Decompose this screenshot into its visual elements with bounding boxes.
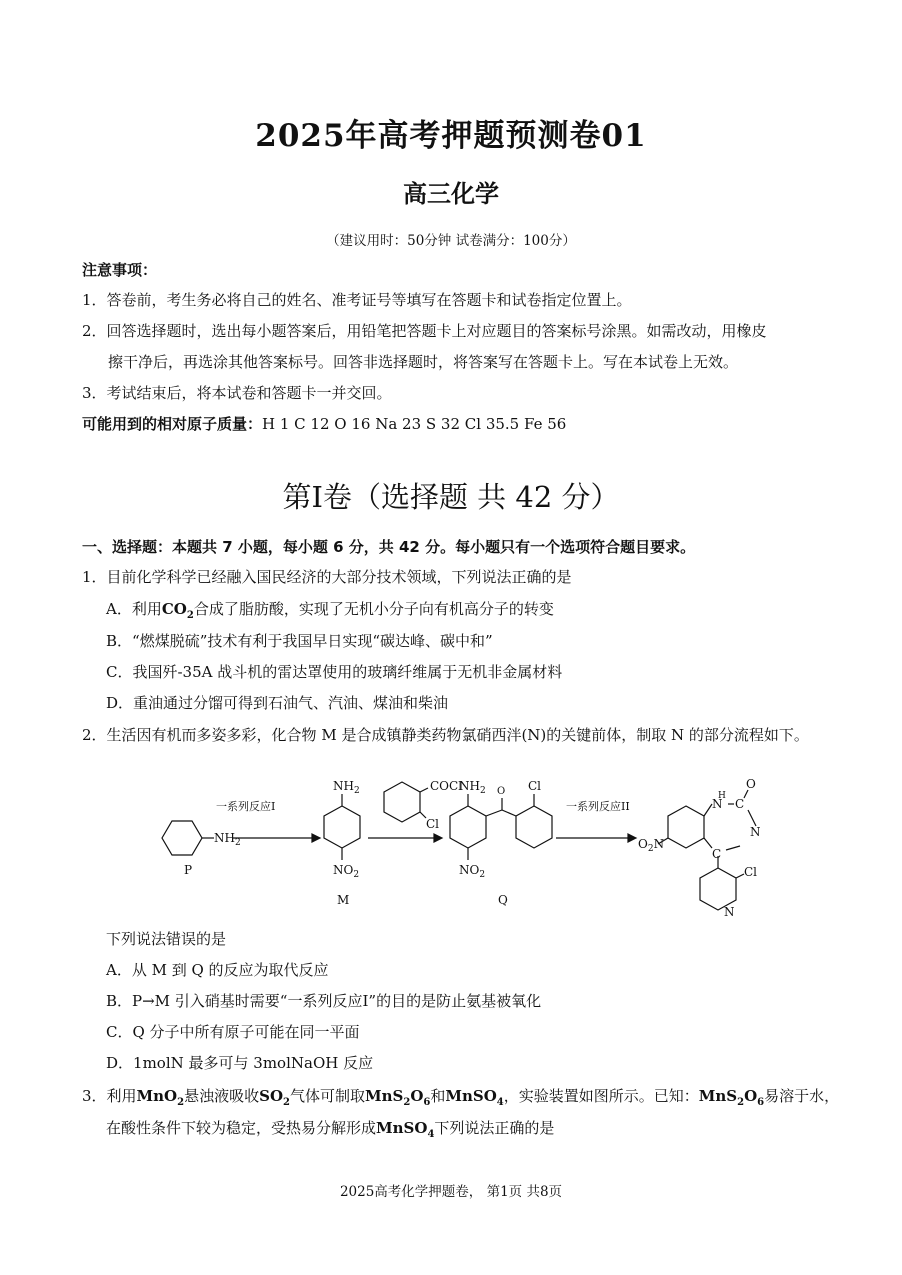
svg-text:Cl: Cl bbox=[528, 779, 542, 793]
svg-text:O2N: $O_2N$ bbox=[638, 837, 665, 854]
svg-text:一系列反应I: 一系列反应I bbox=[216, 800, 276, 813]
n-chlorophenyl-ring bbox=[700, 868, 736, 910]
svg-text:O: O bbox=[746, 777, 756, 791]
q-right-ring bbox=[516, 806, 552, 848]
notice-item-2-line-1: 2．回答选择题时，选出每小题答案后，用铅笔把答题卡上对应题目的答案标号涂黑。如需改动，用橡皮 bbox=[82, 322, 767, 340]
q1-option-c: C．我国歼-35A 战斗机的雷达罩使用的玻璃纤维属于无机非金属材料 bbox=[106, 663, 563, 681]
q1-a-post: 合成了脂肪酸，实现了无机小分子向有机高分子的转变 bbox=[193, 600, 554, 618]
q1-option-a bbox=[106, 599, 554, 626]
svg-text:COCl: COCl bbox=[430, 779, 463, 793]
svg-text:NH2: $NH_2$ bbox=[333, 779, 360, 796]
notice-item-2-line-2: 擦干净后，再选涂其他答案标号。回答非选择题时，将答案写在答题卡上。写在本试卷上无效。 bbox=[108, 353, 739, 371]
svg-text:M: M bbox=[337, 893, 350, 907]
svg-text:一系列反应II: 一系列反应II bbox=[566, 800, 630, 813]
q2-option-b: B．P→M 引入硝基时需要“一系列反应I”的目的是防止氨基被氧化 bbox=[106, 992, 542, 1010]
paper-subtitle: 高三化学 bbox=[403, 180, 499, 208]
notice-item-1: 1．答卷前，考生务必将自己的姓名、准考证号等填写在答题卡和试卷指定位置上。 bbox=[82, 291, 632, 309]
svg-text:Cl: Cl bbox=[744, 865, 758, 879]
notice-heading: 注意事项： bbox=[82, 261, 158, 279]
svg-text:H: H bbox=[718, 791, 726, 801]
p-benzene-ring bbox=[162, 821, 202, 855]
svg-text:P: P bbox=[184, 863, 193, 877]
paper-title: 2025年高考押题预测卷01 bbox=[255, 118, 647, 154]
svg-text:N: N bbox=[750, 825, 761, 839]
svg-text:NO2: $NO_2$ bbox=[459, 863, 486, 880]
q-left-ring bbox=[450, 806, 486, 848]
svg-text:Q: Q bbox=[498, 893, 508, 907]
q1-stem: 1．目前化学科学已经融入国民经济的大部分技术领域，下列说法正确的是 bbox=[82, 568, 572, 586]
atomic-mass-label: 可能用到的相对原子质量： bbox=[82, 415, 263, 433]
page-footer: 2025高考化学押题卷， 第1页 共8页 bbox=[339, 1184, 563, 1200]
svg-text:Cl: Cl bbox=[426, 817, 440, 831]
q1-option-b: B．“燃煤脱硫”技术有利于我国早日实现“碳达峰、碳中和” bbox=[106, 632, 493, 650]
q2-option-a: A．从 M 到 Q 的反应为取代反应 bbox=[106, 961, 329, 979]
svg-text:NH2: $NH_2$ bbox=[459, 779, 486, 796]
svg-text:N: N bbox=[724, 905, 735, 919]
atomic-mass-line bbox=[82, 414, 566, 434]
q3-stem-line-2: 在酸性条件下较为稳定，受热易分解形成MnSO$_4$下列说法正确的是 bbox=[106, 1119, 555, 1140]
time-info: （建议用时：50分钟 试卷满分：100分） bbox=[326, 233, 576, 249]
q1-a-pre: A．利用 bbox=[106, 600, 162, 618]
section-intro-text: 一、选择题：本题共 7 小题，每小题 6 分，共 42 分。每小题只有一个选项符合题目要求。 bbox=[82, 538, 696, 556]
svg-text:N: N bbox=[712, 797, 723, 811]
reaction-scheme bbox=[150, 770, 790, 920]
atomic-mass-values: H 1 C 12 O 16 Na 23 S 32 Cl 35.5 Fe 56 bbox=[262, 415, 567, 433]
m-benzene-ring bbox=[324, 806, 360, 848]
q2-option-c: C．Q 分子中所有原子可能在同一平面 bbox=[106, 1023, 360, 1041]
q2-question: 下列说法错误的是 bbox=[106, 930, 227, 948]
q2-stem: 2．生活因有机而多姿多彩，化合物 M 是合成镇静类药物氯硝西泮(N)的关键前体，制取 N 的部分流程如下。 bbox=[82, 726, 809, 744]
section-intro bbox=[82, 537, 695, 557]
svg-text:O: O bbox=[497, 786, 506, 797]
q1-option-d: D．重油通过分馏可得到石油气、汽油、煤油和柴油 bbox=[106, 694, 449, 712]
svg-text:C: C bbox=[712, 847, 722, 861]
svg-text:C: C bbox=[735, 797, 745, 811]
n-benzene-ring bbox=[668, 806, 704, 848]
svg-text:NH2: $NH_2$ bbox=[214, 831, 241, 848]
svg-text:NO2: $NO_2$ bbox=[333, 863, 360, 880]
reagent-benzene-ring bbox=[384, 782, 420, 822]
section-title: 第I卷（选择题 共 42 分） bbox=[282, 480, 620, 514]
q2-option-d: D．1molN 最多可与 3molNaOH 反应 bbox=[106, 1054, 374, 1072]
q1-a-formula: $CO_2$ bbox=[161, 600, 194, 621]
q3-stem-line-1: 3．利用MnO$_2$悬浊液吸收$SO_2$气体可制取$MnS_2O_6$和MnSO$_4$，实验装置如图所示。已知：$MnS_2O_6$易溶于水， bbox=[82, 1087, 840, 1108]
notice-item-3: 3．考试结束后，将本试卷和答题卡一并交回。 bbox=[82, 384, 392, 402]
